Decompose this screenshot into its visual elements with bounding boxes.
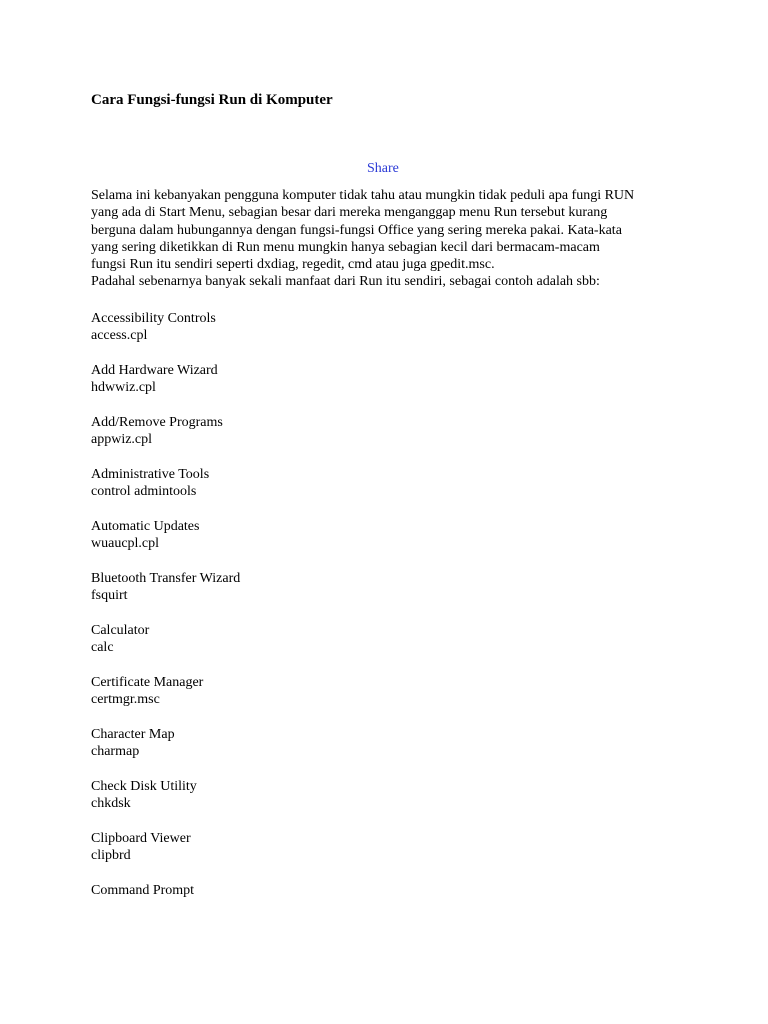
- list-item: [91, 830, 691, 882]
- run-command-list: [91, 310, 691, 934]
- list-item: [91, 570, 691, 622]
- list-item: [91, 518, 691, 570]
- list-item: [91, 414, 691, 466]
- entry-name: Character Map: [91, 727, 175, 742]
- list-item: [91, 674, 691, 726]
- entry-command: hdwwiz.cpl: [91, 380, 156, 396]
- entry-command: certmgr.msc: [91, 692, 160, 708]
- entry-command: charmap: [91, 744, 140, 760]
- list-item: [91, 778, 691, 830]
- list-item: [91, 362, 691, 414]
- list-item: [91, 726, 691, 778]
- intro-paragraph: [91, 187, 691, 291]
- entry-name: Bluetooth Transfer Wizard: [91, 571, 241, 586]
- list-item: [91, 466, 691, 518]
- entry-command: fsquirt: [91, 588, 128, 604]
- entry-name: Automatic Updates: [91, 519, 200, 534]
- entry-name: Add Hardware Wizard: [91, 363, 218, 378]
- entry-command: chkdsk: [91, 796, 131, 812]
- intro-line: Selama ini kebanyakan pengguna komputer tidak tahu atau mungkin tidak peduli apa fungi RUN: [91, 188, 635, 203]
- entry-name: Command Prompt: [91, 883, 195, 898]
- document-title: Cara Fungsi-fungsi Run di Komputer: [91, 92, 333, 108]
- entry-command: calc: [91, 640, 114, 656]
- list-item: [91, 882, 691, 934]
- intro-line: fungsi Run itu sendiri seperti dxdiag, regedit, cmd atau juga gpedit.msc.: [91, 257, 495, 273]
- share-link[interactable]: Share: [367, 161, 399, 176]
- entry-name: Add/Remove Programs: [91, 415, 223, 430]
- entry-name: Accessibility Controls: [91, 311, 216, 326]
- entry-command: access.cpl: [91, 328, 148, 344]
- entry-name: Check Disk Utility: [91, 779, 197, 794]
- intro-line: yang ada di Start Menu, sebagian besar dari mereka menganggap menu Run tersebut kurang: [91, 205, 608, 221]
- intro-line: yang sering diketikkan di Run menu mungkin hanya sebagian kecil dari bermacam-macam: [91, 239, 600, 255]
- entry-command: clipbrd: [91, 848, 131, 864]
- entry-command: wuaucpl.cpl: [91, 536, 160, 552]
- entry-command: control admintools: [91, 484, 197, 500]
- entry-command: appwiz.cpl: [91, 432, 153, 448]
- entry-name: Clipboard Viewer: [91, 831, 191, 846]
- list-item: [91, 622, 691, 674]
- intro-line: berguna dalam hubungannya dengan fungsi-fungsi Office yang sering mereka pakai. Kata-kata: [91, 222, 622, 238]
- entry-name: Certificate Manager: [91, 675, 204, 690]
- entry-name: Calculator: [91, 623, 150, 638]
- intro-line: Padahal sebenarnya banyak sekali manfaat dari Run itu sendiri, sebagai contoh adalah sbb:: [91, 274, 600, 290]
- list-item: [91, 310, 691, 362]
- entry-name: Administrative Tools: [91, 467, 210, 482]
